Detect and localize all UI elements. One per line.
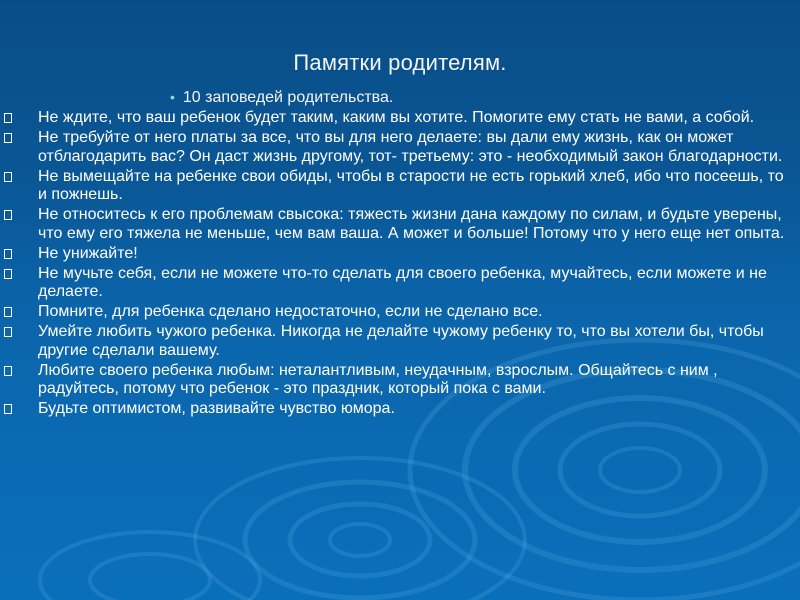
rule-item [0, 323, 790, 360]
rule-item [0, 265, 790, 302]
rule-text: Будьте оптимистом, развивайте чувство юмора. [38, 400, 395, 417]
rule-text: Любите своего ребенка любым: неталантливым, неудачным, взрослым. Общайтесь с ним , радуйтесь, потому что ребенок - это праздник, который пока с вами. [38, 361, 718, 397]
rule-item [0, 400, 790, 419]
rules-list [0, 109, 790, 420]
rule-item [0, 168, 790, 205]
square-bullet-icon [4, 269, 12, 279]
subtitle-text: 10 заповедей родительства. [182, 89, 394, 106]
rule-text: Не ждите, что ваш ребенок будет таким, каким вы хотите. Помогите ему стать не вами, а собой. [38, 109, 755, 126]
square-bullet-icon [4, 366, 12, 376]
rule-item [0, 303, 790, 322]
square-bullet-icon [4, 210, 12, 220]
rule-text: Не мучьте себя, если не можете что-то сделать для своего ребенка, мучайтесь, если можете и не делаете. [38, 264, 767, 300]
square-bullet-icon [4, 113, 12, 123]
square-bullet-icon [4, 249, 12, 259]
rule-item [0, 129, 790, 166]
rule-text: Не относитесь к его проблемам свысока: тяжесть жизни дана каждому по силам, и будьте уверены, что ему его тяжела не меньше, чем вам ваша. А может и больше! Потому что у него еще нет опыта. [38, 206, 785, 242]
square-bullet-icon [4, 172, 12, 182]
rule-text: Помните, для ребенка сделано недостаточно, если не сделано все. [38, 303, 543, 320]
rule-text: Не унижайте! [38, 244, 138, 262]
rule-item [0, 109, 790, 128]
rule-text: Умейте любить чужого ребенка. Никогда не делайте чужому ребенку то, что вы хотели бы, чтобы другие сделали вашему. [38, 323, 764, 359]
slide-title: Памятки родителям. [293, 50, 507, 75]
rule-text: Не требуйте от него платы за все, что вы для него делаете: вы дали ему жизнь, как он может отблагодарить вас? Он даст жизнь другому, тот- третьему: это - необходимый закон благодарности. [38, 129, 783, 165]
square-bullet-icon [4, 133, 12, 143]
subtitle-bullet: • [170, 89, 175, 105]
slide-subtitle [170, 89, 393, 107]
rule-text: Не вымещайте на ребенке свои обиды, чтобы в старости не есть горький хлеб, ибо что посеешь, то и пожнешь. [38, 167, 784, 203]
rule-item [0, 206, 790, 243]
rule-item [0, 362, 790, 399]
square-bullet-icon [4, 307, 12, 317]
square-bullet-icon [4, 327, 12, 337]
rule-item [0, 245, 790, 264]
square-bullet-icon [4, 404, 12, 414]
